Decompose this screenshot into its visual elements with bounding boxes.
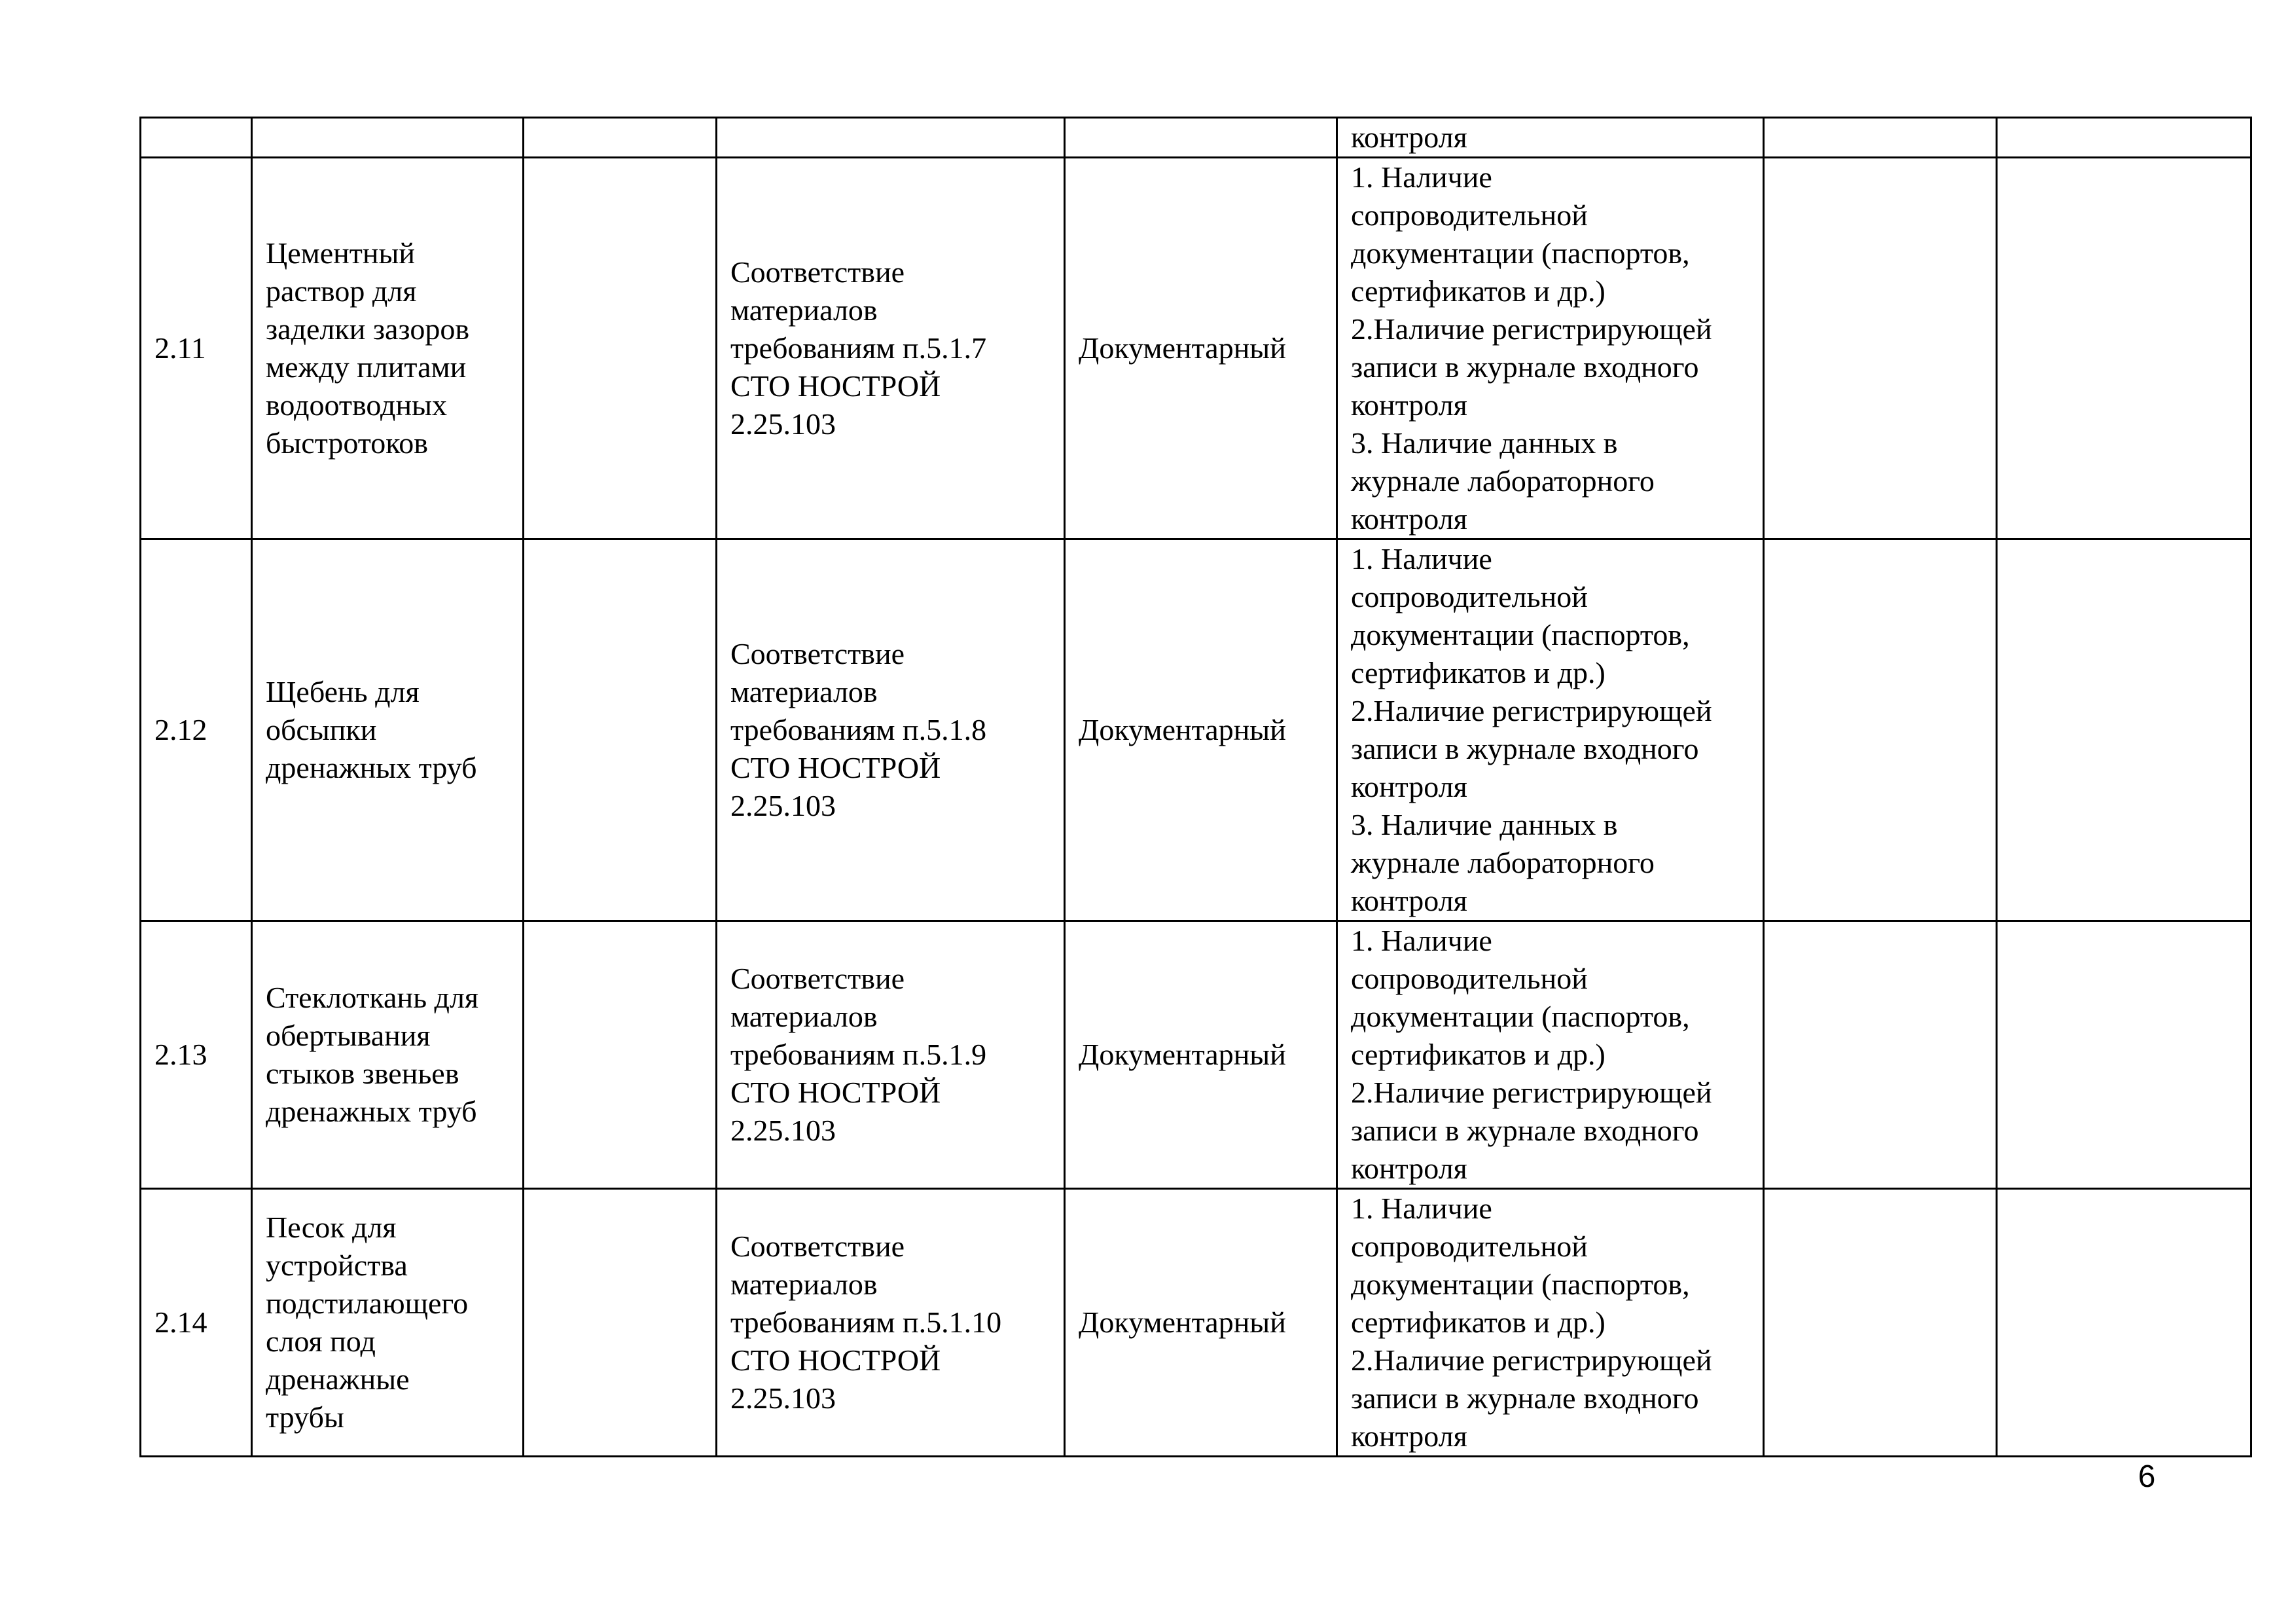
cell-empty: [524, 1189, 717, 1457]
material-line: стыков звеньев: [266, 1057, 459, 1090]
cell-empty: [252, 118, 524, 158]
criteria-line: 3. Наличие данных в: [1351, 808, 1618, 841]
material-line: дренажных труб: [266, 1095, 477, 1128]
criteria-line: 1. Наличие: [1351, 542, 1492, 575]
row-number-cell: 2.13: [141, 921, 252, 1189]
requirement-line: Соответствие: [730, 255, 905, 289]
criteria-line: журнале лабораторного: [1351, 846, 1655, 879]
table-row-continuation: [141, 118, 2251, 158]
material-line: между плитами: [266, 350, 467, 384]
cell-empty: [1997, 118, 2251, 158]
material-line: трубы: [266, 1400, 344, 1434]
criteria-line: контроля: [1351, 120, 1467, 154]
criteria-cell: [1337, 118, 1764, 158]
requirement-cell: [717, 158, 1065, 539]
material-line: водоотводных: [266, 388, 447, 422]
cell-empty: [1764, 118, 1997, 158]
row-number-cell: 2.12: [141, 539, 252, 921]
criteria-line: контроля: [1351, 388, 1467, 422]
criteria-line: записи в журнале входного: [1351, 1381, 1699, 1415]
requirement-cell: [717, 1189, 1065, 1457]
material-cell: [252, 539, 524, 921]
criteria-line: сопроводительной: [1351, 198, 1588, 232]
cell-empty: [1764, 1189, 1997, 1457]
criteria-line: документации (паспортов,: [1351, 618, 1690, 651]
material-line: Щебень для: [266, 675, 420, 708]
criteria-line: контроля: [1351, 502, 1467, 536]
row-number-cell: 2.14: [141, 1189, 252, 1457]
material-line: Стеклоткань для: [266, 981, 479, 1014]
requirement-line: СТО НОСТРОЙ: [730, 751, 941, 784]
criteria-line: документации (паспортов,: [1351, 1000, 1690, 1033]
requirement-line: требованиям п.5.1.9: [730, 1038, 987, 1071]
requirement-cell: [717, 539, 1065, 921]
cell-empty: [524, 118, 717, 158]
requirement-line: 2.25.103: [730, 407, 836, 441]
requirement-line: Соответствие: [730, 637, 905, 670]
material-line: заделки зазоров: [266, 312, 470, 346]
criteria-line: 3. Наличие данных в: [1351, 426, 1618, 460]
criteria-line: документации (паспортов,: [1351, 236, 1690, 270]
criteria-cell: [1337, 921, 1764, 1189]
method-cell: Документарный: [1065, 1189, 1337, 1457]
cell-empty: [1997, 158, 2251, 539]
cell-empty: [141, 118, 252, 158]
requirement-line: Соответствие: [730, 1230, 905, 1263]
criteria-line: контроля: [1351, 1419, 1467, 1453]
requirement-line: СТО НОСТРОЙ: [730, 1343, 941, 1377]
material-line: раствор для: [266, 274, 417, 308]
cell-empty: [717, 118, 1065, 158]
criteria-line: сертификатов и др.): [1351, 1305, 1605, 1339]
criteria-line: 1. Наличие: [1351, 1192, 1492, 1225]
criteria-cell: [1337, 1189, 1764, 1457]
requirement-line: СТО НОСТРОЙ: [730, 369, 941, 403]
requirement-line: материалов: [730, 1000, 878, 1033]
cell-empty: [524, 921, 717, 1189]
criteria-line: контроля: [1351, 770, 1467, 803]
criteria-line: записи в журнале входного: [1351, 350, 1699, 384]
cell-empty: [1065, 118, 1337, 158]
criteria-line: 1. Наличие: [1351, 924, 1492, 957]
criteria-line: 2.Наличие регистрирующей: [1351, 694, 1712, 727]
criteria-line: сопроводительной: [1351, 580, 1588, 613]
requirement-line: материалов: [730, 1267, 878, 1301]
requirement-line: требованиям п.5.1.10: [730, 1305, 1002, 1339]
requirement-cell: [717, 921, 1065, 1189]
material-cell: [252, 158, 524, 539]
criteria-line: 2.Наличие регистрирующей: [1351, 1343, 1712, 1377]
criteria-line: сертификатов и др.): [1351, 656, 1605, 689]
table-row: [141, 1189, 2251, 1457]
criteria-line: 2.Наличие регистрирующей: [1351, 312, 1712, 346]
cell-empty: [1764, 921, 1997, 1189]
material-line: Песок для: [266, 1211, 397, 1244]
cell-empty: [1764, 539, 1997, 921]
row-number-cell: 2.11: [141, 158, 252, 539]
material-line: обсыпки: [266, 713, 377, 746]
requirement-line: 2.25.103: [730, 1114, 836, 1147]
cell-empty: [1997, 921, 2251, 1189]
material-cell: [252, 921, 524, 1189]
page-number: 6: [2138, 1459, 2156, 1494]
criteria-line: записи в журнале входного: [1351, 732, 1699, 765]
requirement-line: материалов: [730, 675, 878, 708]
control-table: [139, 117, 2252, 1457]
requirement-line: требованиям п.5.1.7: [730, 331, 987, 365]
material-line: слоя под: [266, 1324, 376, 1358]
criteria-line: контроля: [1351, 1152, 1467, 1185]
criteria-line: контроля: [1351, 884, 1467, 917]
material-line: дренажных труб: [266, 751, 477, 784]
cell-empty: [1997, 1189, 2251, 1457]
material-line: устройства: [266, 1249, 408, 1282]
material-line: дренажные: [266, 1362, 410, 1396]
cell-empty: [1764, 158, 1997, 539]
criteria-line: сопроводительной: [1351, 1230, 1588, 1263]
table-row: [141, 921, 2251, 1189]
criteria-line: сертификатов и др.): [1351, 1038, 1605, 1071]
material-line: обертывания: [266, 1019, 431, 1052]
material-line: быстротоков: [266, 426, 429, 460]
criteria-cell: [1337, 539, 1764, 921]
criteria-line: 1. Наличие: [1351, 160, 1492, 194]
requirement-line: Соответствие: [730, 962, 905, 995]
method-cell: Документарный: [1065, 921, 1337, 1189]
criteria-cell: [1337, 158, 1764, 539]
cell-empty: [1997, 539, 2251, 921]
table-row: [141, 158, 2251, 539]
requirement-line: требованиям п.5.1.8: [730, 713, 987, 746]
criteria-line: журнале лабораторного: [1351, 464, 1655, 498]
cell-empty: [524, 539, 717, 921]
material-line: Цементный: [266, 236, 416, 270]
requirement-line: СТО НОСТРОЙ: [730, 1076, 941, 1109]
criteria-line: сопроводительной: [1351, 962, 1588, 995]
method-cell: Документарный: [1065, 539, 1337, 921]
method-cell: Документарный: [1065, 158, 1337, 539]
cell-empty: [524, 158, 717, 539]
material-line: подстилающего: [266, 1286, 469, 1320]
criteria-line: 2.Наличие регистрирующей: [1351, 1076, 1712, 1109]
requirement-line: материалов: [730, 293, 878, 327]
table-row: [141, 539, 2251, 921]
criteria-line: записи в журнале входного: [1351, 1114, 1699, 1147]
requirement-line: 2.25.103: [730, 1381, 836, 1415]
criteria-line: документации (паспортов,: [1351, 1267, 1690, 1301]
requirement-line: 2.25.103: [730, 789, 836, 822]
material-cell: [252, 1189, 524, 1457]
criteria-line: сертификатов и др.): [1351, 274, 1605, 308]
